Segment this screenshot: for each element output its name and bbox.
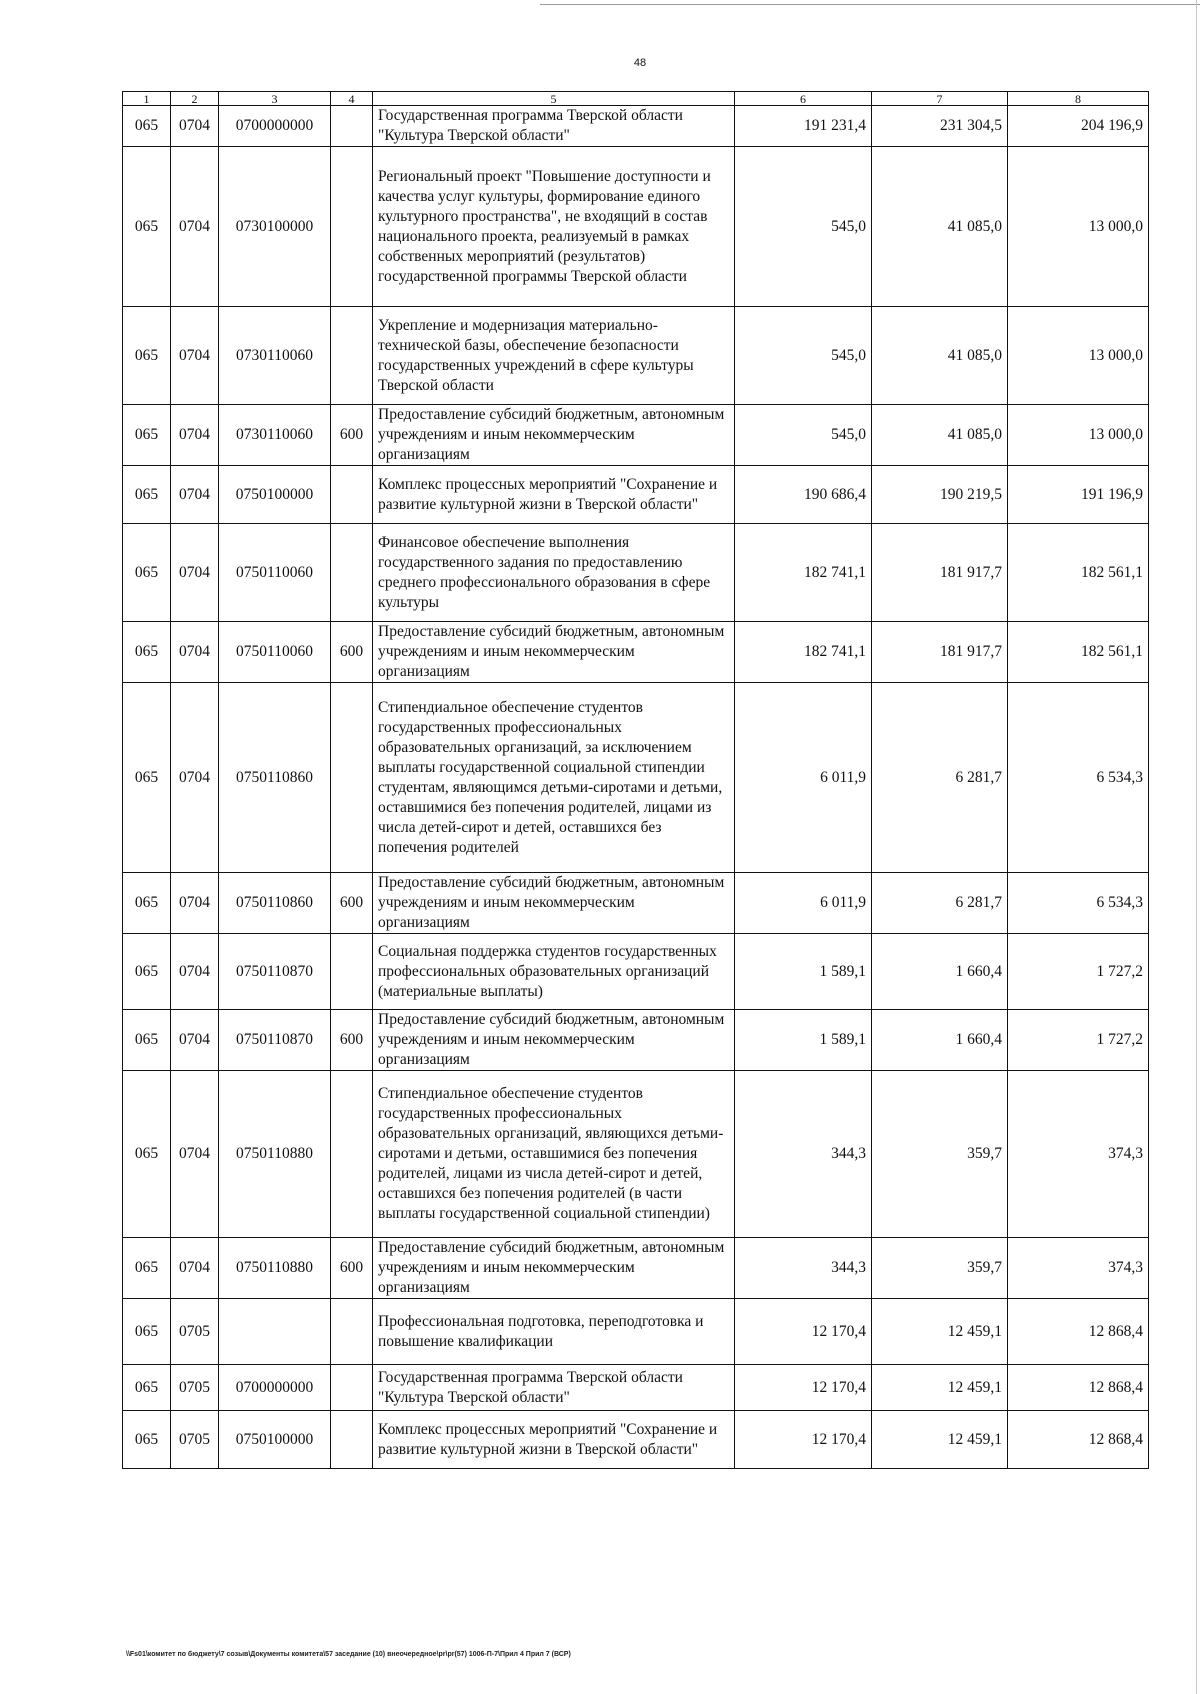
budget-admin-code: 065: [123, 622, 171, 683]
item-name: Стипендиальное обеспечение студентов государственных профессиональных образовательных организаций, за исключением выплаты государственной социальной стипендии студентам, являющимся детьми-сиротами и детьми, оставшимися без попечения родителей, лицами из числа детей-сирот и детей, оставшихся без попечения родителей: [373, 683, 735, 873]
amount-col-8: 6 534,3: [1008, 873, 1149, 934]
expense-type-code: [331, 147, 373, 307]
column-number: 1: [123, 92, 171, 106]
target-article-code: 0750110870: [219, 1010, 331, 1071]
target-article-code: 0750110860: [219, 873, 331, 934]
expense-type-code: 600: [331, 1010, 373, 1071]
expense-type-code: [331, 1071, 373, 1238]
table-row: [123, 1071, 1149, 1238]
top-border-line: [540, 4, 1200, 5]
expense-type-code: 600: [331, 622, 373, 683]
amount-col-8: 12 868,4: [1008, 1299, 1149, 1365]
amount-col-8: 374,3: [1008, 1238, 1149, 1299]
section-code: 0705: [171, 1411, 219, 1469]
amount-col-7: 6 281,7: [872, 873, 1008, 934]
budget-admin-code: 065: [123, 934, 171, 1010]
section-code: 0704: [171, 1010, 219, 1071]
table-row: [123, 873, 1149, 934]
amount-col-7: 12 459,1: [872, 1299, 1008, 1365]
column-number-row: [123, 92, 1149, 106]
amount-col-8: 13 000,0: [1008, 307, 1149, 405]
amount-col-6: 545,0: [735, 405, 872, 466]
target-article-code: 0750110880: [219, 1238, 331, 1299]
expense-type-code: [331, 683, 373, 873]
section-code: 0704: [171, 405, 219, 466]
item-name: Комплекс процессных мероприятий "Сохранение и развитие культурной жизни в Тверской области": [373, 1411, 735, 1469]
item-name: Укрепление и модернизация материально-технической базы, обеспечение безопасности государственных учреждений в сфере культуры Тверской области: [373, 307, 735, 405]
amount-col-7: 12 459,1: [872, 1411, 1008, 1469]
amount-col-8: 182 561,1: [1008, 622, 1149, 683]
target-article-code: 0730110060: [219, 307, 331, 405]
section-code: 0704: [171, 1071, 219, 1238]
expense-type-code: 600: [331, 405, 373, 466]
target-article-code: 0750100000: [219, 1411, 331, 1469]
expense-type-code: [331, 1411, 373, 1469]
target-article-code: 0750110880: [219, 1071, 331, 1238]
column-number: 2: [171, 92, 219, 106]
table-row: [123, 466, 1149, 524]
column-number: 4: [331, 92, 373, 106]
amount-col-8: 12 868,4: [1008, 1411, 1149, 1469]
budget-admin-code: 065: [123, 466, 171, 524]
table-row: [123, 307, 1149, 405]
target-article-code: 0750110860: [219, 683, 331, 873]
expense-type-code: [331, 934, 373, 1010]
section-code: 0704: [171, 683, 219, 873]
amount-col-7: 12 459,1: [872, 1365, 1008, 1411]
amount-col-7: 359,7: [872, 1238, 1008, 1299]
section-code: 0704: [171, 873, 219, 934]
amount-col-7: 41 085,0: [872, 307, 1008, 405]
budget-admin-code: 065: [123, 147, 171, 307]
amount-col-7: 181 917,7: [872, 622, 1008, 683]
target-article-code: 0700000000: [219, 1365, 331, 1411]
expense-type-code: [331, 1299, 373, 1365]
budget-admin-code: 065: [123, 1299, 171, 1365]
amount-col-6: 545,0: [735, 307, 872, 405]
table-row: [123, 1365, 1149, 1411]
target-article-code: 0700000000: [219, 106, 331, 147]
item-name: Предоставление субсидий бюджетным, автономным учреждениям и иным некоммерческим организациям: [373, 1010, 735, 1071]
budget-admin-code: 065: [123, 1071, 171, 1238]
item-name: Региональный проект "Повышение доступности и качества услуг культуры, формирование единого культурного пространства", не входящий в состав национального проекта, реализуемый в рамках собственных мероприятий (результатов) государственной программы Тверской области: [373, 147, 735, 307]
budget-admin-code: 065: [123, 405, 171, 466]
target-article-code: 0750110060: [219, 524, 331, 622]
item-name: Предоставление субсидий бюджетным, автономным учреждениям и иным некоммерческим организациям: [373, 1238, 735, 1299]
amount-col-7: 41 085,0: [872, 405, 1008, 466]
amount-col-6: 191 231,4: [735, 106, 872, 147]
amount-col-8: 13 000,0: [1008, 405, 1149, 466]
amount-col-6: 344,3: [735, 1071, 872, 1238]
target-article-code: 0750110060: [219, 622, 331, 683]
table-row: [123, 622, 1149, 683]
budget-admin-code: 065: [123, 1010, 171, 1071]
table-row: [123, 1299, 1149, 1365]
amount-col-8: 182 561,1: [1008, 524, 1149, 622]
item-name: Финансовое обеспечение выполнения государственного задания по предоставлению среднего профессионального образования в сфере культуры: [373, 524, 735, 622]
right-border-line: [1196, 0, 1197, 1694]
expense-type-code: [331, 1365, 373, 1411]
item-name: Предоставление субсидий бюджетным, автономным учреждениям и иным некоммерческим организациям: [373, 622, 735, 683]
target-article-code: 0730100000: [219, 147, 331, 307]
budget-admin-code: 065: [123, 1411, 171, 1469]
item-name: Государственная программа Тверской области "Культура Тверской области": [373, 106, 735, 147]
amount-col-8: 12 868,4: [1008, 1365, 1149, 1411]
table-row: [123, 1238, 1149, 1299]
table-row: [123, 106, 1149, 147]
amount-col-6: 182 741,1: [735, 622, 872, 683]
amount-col-6: 12 170,4: [735, 1411, 872, 1469]
expense-type-code: [331, 307, 373, 405]
column-number: 5: [373, 92, 735, 106]
amount-col-6: 545,0: [735, 147, 872, 307]
section-code: 0705: [171, 1299, 219, 1365]
item-name: Профессиональная подготовка, переподготовка и повышение квалификации: [373, 1299, 735, 1365]
expense-type-code: [331, 466, 373, 524]
section-code: 0704: [171, 622, 219, 683]
budget-admin-code: 065: [123, 524, 171, 622]
amount-col-6: 182 741,1: [735, 524, 872, 622]
amount-col-8: 374,3: [1008, 1071, 1149, 1238]
budget-admin-code: 065: [123, 683, 171, 873]
amount-col-6: 190 686,4: [735, 466, 872, 524]
budget-admin-code: 065: [123, 1365, 171, 1411]
column-number: 7: [872, 92, 1008, 106]
budget-admin-code: 065: [123, 307, 171, 405]
table-row: [123, 1411, 1149, 1469]
section-code: 0704: [171, 524, 219, 622]
section-code: 0704: [171, 1238, 219, 1299]
target-article-code: 0750100000: [219, 466, 331, 524]
expense-type-code: 600: [331, 873, 373, 934]
budget-admin-code: 065: [123, 873, 171, 934]
target-article-code: 0750110870: [219, 934, 331, 1010]
amount-col-6: 1 589,1: [735, 1010, 872, 1071]
budget-table: [122, 91, 1149, 1469]
amount-col-7: 1 660,4: [872, 934, 1008, 1010]
expense-type-code: [331, 106, 373, 147]
table-row: [123, 524, 1149, 622]
amount-col-8: 204 196,9: [1008, 106, 1149, 147]
amount-col-7: 231 304,5: [872, 106, 1008, 147]
table-row: [123, 147, 1149, 307]
column-number: 8: [1008, 92, 1149, 106]
amount-col-6: 12 170,4: [735, 1299, 872, 1365]
section-code: 0705: [171, 1365, 219, 1411]
budget-admin-code: 065: [123, 106, 171, 147]
amount-col-7: 6 281,7: [872, 683, 1008, 873]
column-number: 6: [735, 92, 872, 106]
amount-col-6: 344,3: [735, 1238, 872, 1299]
amount-col-6: 12 170,4: [735, 1365, 872, 1411]
item-name: Предоставление субсидий бюджетным, автономным учреждениям и иным некоммерческим организациям: [373, 873, 735, 934]
section-code: 0704: [171, 466, 219, 524]
amount-col-8: 6 534,3: [1008, 683, 1149, 873]
target-article-code: [219, 1299, 331, 1365]
amount-col-8: 191 196,9: [1008, 466, 1149, 524]
table-row: [123, 1010, 1149, 1071]
amount-col-7: 41 085,0: [872, 147, 1008, 307]
item-name: Предоставление субсидий бюджетным, автономным учреждениям и иным некоммерческим организациям: [373, 405, 735, 466]
table-row: [123, 405, 1149, 466]
amount-col-7: 359,7: [872, 1071, 1008, 1238]
column-number: 3: [219, 92, 331, 106]
table-row: [123, 934, 1149, 1010]
amount-col-7: 181 917,7: [872, 524, 1008, 622]
section-code: 0704: [171, 307, 219, 405]
section-code: 0704: [171, 106, 219, 147]
file-path-footer: \\Fs01\комитет по бюджету\7 созыв\Документы комитета\57 заседание (10) внеочередное\pr\pr(57) 1006-П-7\Прил 4 Прил 7 (ВСР): [126, 1651, 571, 1658]
amount-col-8: 13 000,0: [1008, 147, 1149, 307]
table-row: [123, 683, 1149, 873]
section-code: 0704: [171, 934, 219, 1010]
item-name: Социальная поддержка студентов государственных профессиональных образовательных организаций (материальные выплаты): [373, 934, 735, 1010]
budget-admin-code: 065: [123, 1238, 171, 1299]
amount-col-8: 1 727,2: [1008, 934, 1149, 1010]
amount-col-6: 6 011,9: [735, 683, 872, 873]
expense-type-code: [331, 524, 373, 622]
section-code: 0704: [171, 147, 219, 307]
target-article-code: 0730110060: [219, 405, 331, 466]
amount-col-6: 1 589,1: [735, 934, 872, 1010]
page-number: 48: [633, 57, 647, 69]
amount-col-8: 1 727,2: [1008, 1010, 1149, 1071]
expense-type-code: 600: [331, 1238, 373, 1299]
amount-col-7: 190 219,5: [872, 466, 1008, 524]
item-name: Стипендиальное обеспечение студентов государственных профессиональных образовательных организаций, являющихся детьми-сиротами и детьми, оставшимися без попечения родителей, лицами из числа детей-сирот и детей, оставшихся без попечения родителей (в части выплаты государственной социальной стипендии): [373, 1071, 735, 1238]
item-name: Государственная программа Тверской области "Культура Тверской области": [373, 1365, 735, 1411]
item-name: Комплекс процессных мероприятий "Сохранение и развитие культурной жизни в Тверской области": [373, 466, 735, 524]
amount-col-7: 1 660,4: [872, 1010, 1008, 1071]
amount-col-6: 6 011,9: [735, 873, 872, 934]
